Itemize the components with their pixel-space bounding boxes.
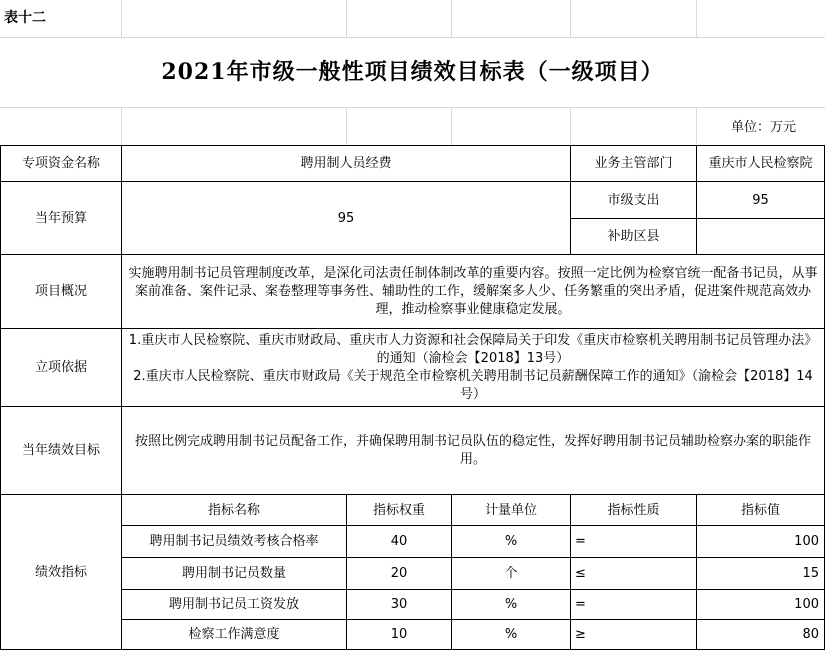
- city-expense-label: 市级支出: [607, 192, 660, 208]
- fund-name-value: 聘用制人员经费: [300, 156, 392, 171]
- column-header-value: 指标值: [740, 502, 780, 518]
- indicator-weight: 20: [390, 566, 408, 581]
- goal-label: 当年绩效目标: [21, 443, 100, 458]
- column-header-name: 指标名称: [207, 502, 260, 518]
- indicator-value: 80: [802, 627, 819, 642]
- column-header-unit: 计量单位: [484, 502, 537, 518]
- indicator-unit: %: [504, 534, 518, 549]
- column-header-weight: 指标权重: [372, 502, 425, 518]
- indicator-weight: 30: [390, 597, 408, 612]
- goal-text: 按照比例完成聘用制书记员配备工作，并确保聘用制书记员队伍的稳定性，发挥好聘用制书记员辅助检察办案的职能作用。: [134, 433, 811, 467]
- column-header-nature: 指标性质: [607, 502, 660, 518]
- basis-item-1: 1.重庆市人民检察院、重庆市财政局、重庆市人力资源和社会保障局关于印发《重庆市检察机关聘用制书记员管理办法》的通知（渝检会【2018】13号）: [128, 332, 818, 366]
- indicator-value: 100: [794, 597, 819, 612]
- indicator-unit: 个: [504, 566, 518, 581]
- basis-item-2: 2.重庆市人民检察院、重庆市财政局《关于规范全市检察机关聘用制书记员薪酬保障工作的通知》（渝检会【2018】14号）: [133, 368, 813, 402]
- fund-name-label: 专项资金名称: [21, 156, 100, 171]
- district-subsidy-label: 补助区县: [607, 229, 660, 244]
- page-title: 2021年市级一般性项目绩效目标表（一级项目）: [161, 58, 664, 85]
- city-expense-value: 95: [752, 192, 769, 208]
- indicator-name: 聘用制书记员绩效考核合格率: [149, 534, 319, 549]
- indicator-weight: 40: [390, 534, 408, 549]
- dept-value: 重庆市人民检察院: [708, 156, 813, 171]
- indicator-value: 15: [802, 566, 819, 581]
- indicator-unit: %: [504, 597, 518, 612]
- indicator-name: 检察工作满意度: [188, 627, 280, 642]
- indicator-weight: 10: [390, 627, 408, 642]
- budget-value: 95: [337, 210, 355, 226]
- indicator-nature: ≤: [575, 566, 586, 581]
- indicator-nature: =: [575, 597, 586, 612]
- budget-label: 当年预算: [34, 210, 87, 226]
- district-subsidy-value: [697, 219, 824, 254]
- unit-label: 单位：万元: [730, 119, 796, 135]
- indicator-nature: =: [575, 534, 586, 549]
- indicator-name: 聘用制书记员数量: [181, 566, 286, 581]
- indicator-unit: %: [504, 627, 518, 642]
- indicators-label: 绩效指标: [34, 564, 87, 580]
- overview-label: 项目概况: [34, 284, 87, 299]
- indicator-nature: ≥: [575, 627, 586, 642]
- dept-label: 业务主管部门: [594, 156, 673, 171]
- overview-text: 实施聘用制书记员管理制度改革，是深化司法责任制体制改革的重要内容。按照一定比例为检察官统一配备书记员，从事案前准备、案件记录、案卷整理等事务性、辅助性的工作，缓解案多人少、任务繁重的突出矛盾，促进案件规范高效办理，推动检察事业健康稳定发展。: [128, 265, 818, 317]
- indicator-value: 100: [794, 534, 819, 549]
- table-number-label: 表十二: [4, 9, 46, 26]
- indicator-name: 聘用制书记员工资发放: [168, 597, 299, 612]
- basis-label: 立项依据: [34, 360, 87, 375]
